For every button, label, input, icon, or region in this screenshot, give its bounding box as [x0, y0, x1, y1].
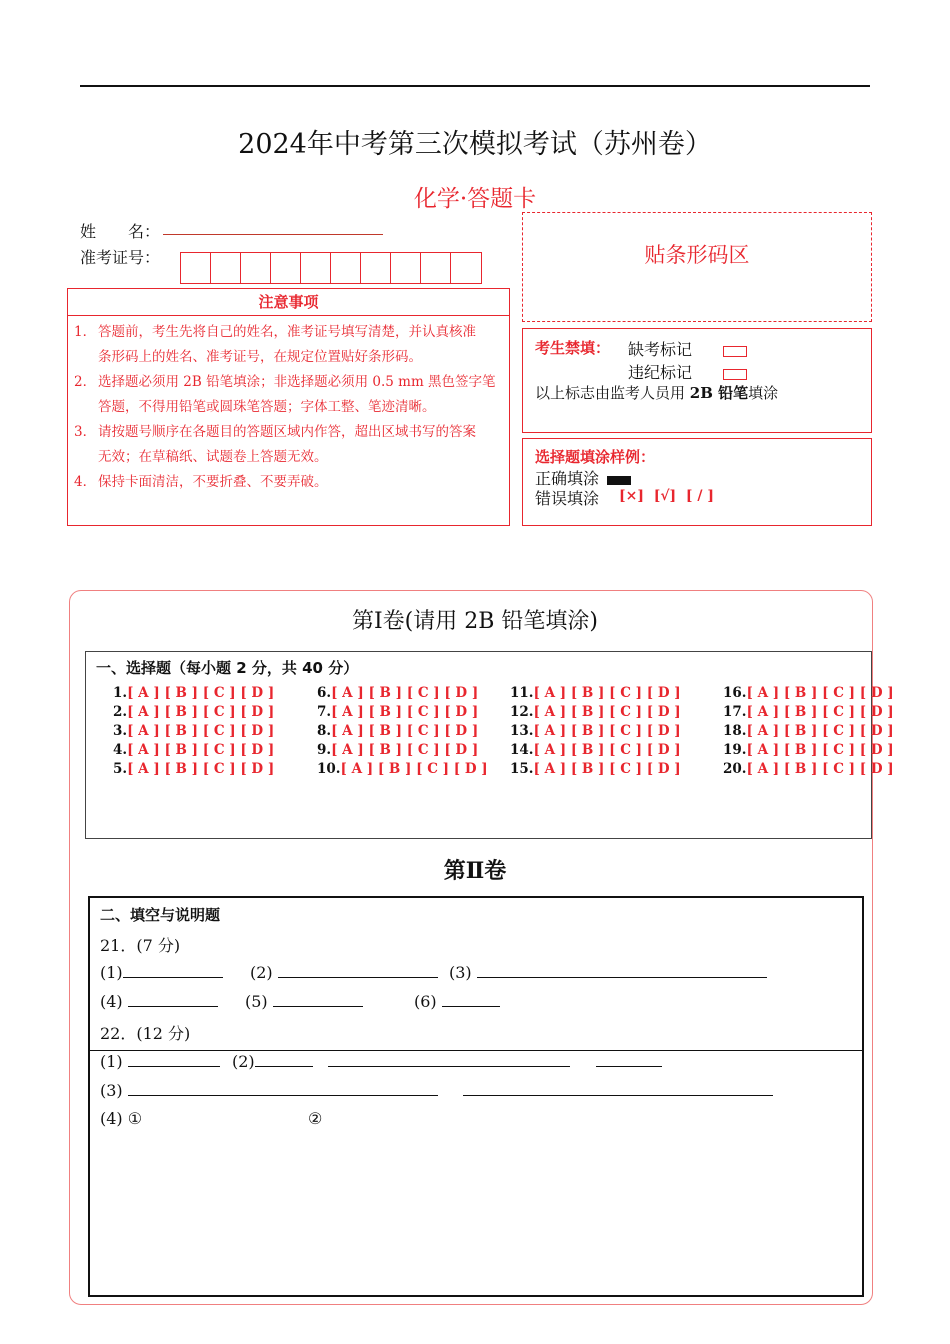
- q21-6[interactable]: (6): [414, 992, 500, 1011]
- mc-question[interactable]: [113, 704, 274, 720]
- id-digit-box[interactable]: [211, 253, 241, 283]
- mc-question-number: 9.: [317, 742, 332, 758]
- q22-3b-blank[interactable]: [463, 1081, 773, 1100]
- mc-options[interactable]: [ A ] [ B ] [ C ] [ D ]: [331, 742, 479, 758]
- fill-section-title: 二、填空与说明题: [100, 906, 221, 924]
- mc-question-number: 10.: [317, 761, 341, 777]
- mc-question-number: 13.: [510, 723, 534, 739]
- top-rule: [80, 85, 870, 87]
- id-digit-box[interactable]: [271, 253, 301, 283]
- mc-question[interactable]: [510, 685, 681, 701]
- mc-options[interactable]: [ A ] [ B ] [ C ] [ D ]: [127, 704, 275, 720]
- id-digit-box[interactable]: [391, 253, 421, 283]
- q22-1[interactable]: (1): [100, 1052, 220, 1071]
- id-digit-box[interactable]: [331, 253, 361, 283]
- q21-header: 21．(7 分): [100, 936, 181, 955]
- mc-options[interactable]: [ A ] [ B ] [ C ] [ D ]: [533, 761, 681, 777]
- q22-header: 22．(12 分): [100, 1024, 191, 1043]
- forbid-note: 以上标志由监考人员用 2B 铅笔填涂: [535, 384, 779, 402]
- mc-question[interactable]: [113, 742, 274, 758]
- mc-question[interactable]: [510, 704, 681, 720]
- mc-question-number: 12.: [510, 704, 534, 720]
- violation-mark[interactable]: [723, 364, 747, 383]
- mc-question[interactable]: [723, 685, 894, 701]
- q22-2c-blank[interactable]: [596, 1052, 662, 1071]
- mc-question-number: 8.: [317, 723, 332, 739]
- mc-options[interactable]: [ A ] [ B ] [ C ] [ D ]: [533, 685, 681, 701]
- mc-section-title: 一、选择题（每小题 2 分，共 40 分）: [96, 659, 359, 677]
- mc-question[interactable]: [317, 704, 478, 720]
- part1-title: 第Ⅰ卷(请用 2B 铅笔填涂): [351, 609, 598, 634]
- q22-4-circle2[interactable]: ②: [308, 1109, 323, 1128]
- id-digit-box[interactable]: [241, 253, 271, 283]
- mc-question-number: 11.: [510, 685, 534, 701]
- notice-item: 1． 答题前，考生先将自己的姓名，准考证号填写清楚，并认真核准: [74, 324, 476, 340]
- sample-title: 选择题填涂样例：: [535, 448, 656, 466]
- mc-question[interactable]: [723, 761, 894, 777]
- id-digit-box[interactable]: [301, 253, 331, 283]
- mc-options[interactable]: [ A ] [ B ] [ C ] [ D ]: [331, 685, 479, 701]
- exam-id-boxes[interactable]: [180, 252, 482, 284]
- mc-question[interactable]: [317, 761, 488, 777]
- mc-question-number: 5.: [113, 761, 128, 777]
- notice-item: 2． 选择题必须用 2B 铅笔填涂；非选择题必须用 0.5 mm 黑色签字笔: [74, 374, 496, 390]
- mc-question-number: 6.: [317, 685, 332, 701]
- mc-question-number: 17.: [723, 704, 747, 720]
- mc-question[interactable]: [723, 742, 894, 758]
- id-digit-box[interactable]: [451, 253, 481, 283]
- mc-options[interactable]: [ A ] [ B ] [ C ] [ D ]: [127, 685, 275, 701]
- mc-question-number: 1.: [113, 685, 128, 701]
- mc-question[interactable]: [723, 723, 894, 739]
- mc-question[interactable]: [113, 685, 274, 701]
- mc-options[interactable]: [ A ] [ B ] [ C ] [ D ]: [533, 742, 681, 758]
- notice-item-cont: 答题，不得用铅笔或圆珠笔答题；字体工整、笔迹清晰。: [98, 399, 436, 415]
- q21-5[interactable]: (5): [245, 992, 363, 1011]
- notice-item-cont: 条形码上的姓名、准考证号，在规定位置贴好条形码。: [98, 349, 422, 365]
- mc-question-number: 14.: [510, 742, 534, 758]
- mc-question[interactable]: [113, 761, 274, 777]
- absent-mark[interactable]: [723, 341, 747, 360]
- mc-question-number: 2.: [113, 704, 128, 720]
- mc-options[interactable]: [ A ] [ B ] [ C ] [ D ]: [331, 704, 479, 720]
- mc-options[interactable]: [ A ] [ B ] [ C ] [ D ]: [746, 761, 894, 777]
- wrong-samples: [×] [√] [ / ]: [619, 488, 715, 504]
- correct-label: 正确填涂: [535, 469, 600, 488]
- mc-question-number: 16.: [723, 685, 747, 701]
- q21-2[interactable]: (2): [250, 963, 438, 982]
- mc-question-number: 15.: [510, 761, 534, 777]
- mc-question-number: 19.: [723, 742, 747, 758]
- mc-options[interactable]: [ A ] [ B ] [ C ] [ D ]: [533, 723, 681, 739]
- q22-4[interactable]: (4) ①: [100, 1109, 143, 1128]
- mc-options[interactable]: [ A ] [ B ] [ C ] [ D ]: [746, 685, 894, 701]
- page-subtitle: 化学·答题卡: [413, 186, 537, 212]
- absent-label: 缺考标记: [628, 340, 693, 359]
- id-digit-box[interactable]: [361, 253, 391, 283]
- mc-question-number: 4.: [113, 742, 128, 758]
- q22-2[interactable]: (2): [232, 1052, 313, 1071]
- mc-question[interactable]: [510, 761, 681, 777]
- name-field[interactable]: [163, 234, 383, 235]
- mc-question-number: 20.: [723, 761, 747, 777]
- id-digit-box[interactable]: [181, 253, 211, 283]
- name-label: 姓 名：: [80, 222, 161, 241]
- mc-options[interactable]: [ A ] [ B ] [ C ] [ D ]: [340, 761, 488, 777]
- q21-4[interactable]: (4): [100, 992, 218, 1011]
- notice-item-cont: 无效；在草稿纸、试题卷上答题无效。: [98, 449, 328, 465]
- notice-box: [67, 316, 510, 526]
- id-digit-box[interactable]: [421, 253, 451, 283]
- mc-question[interactable]: [510, 742, 681, 758]
- mc-question[interactable]: [723, 704, 894, 720]
- sample-box: [522, 438, 872, 526]
- notice-item: 4． 保持卡面清洁，不要折叠、不要弄破。: [74, 474, 328, 490]
- mc-question-number: 7.: [317, 704, 332, 720]
- mc-options[interactable]: [ A ] [ B ] [ C ] [ D ]: [127, 761, 275, 777]
- page-title: 2024年中考第三次模拟考试（苏州卷）: [238, 129, 712, 160]
- mc-question-number: 18.: [723, 723, 747, 739]
- id-label: 准考证号：: [80, 248, 161, 267]
- correct-sample: [607, 470, 631, 489]
- q22-2b-blank[interactable]: [328, 1052, 570, 1071]
- mc-question-number: 3.: [113, 723, 128, 739]
- mc-question[interactable]: [317, 742, 478, 758]
- mc-question[interactable]: [510, 723, 681, 739]
- mc-options[interactable]: [ A ] [ B ] [ C ] [ D ]: [746, 742, 894, 758]
- mc-options[interactable]: [ A ] [ B ] [ C ] [ D ]: [533, 704, 681, 720]
- mc-question[interactable]: [317, 723, 478, 739]
- wrong-label: 错误填涂: [535, 489, 600, 508]
- violation-label: 违纪标记: [628, 363, 693, 382]
- mc-options[interactable]: [ A ] [ B ] [ C ] [ D ]: [746, 723, 894, 739]
- mc-question[interactable]: [317, 685, 478, 701]
- barcode-area[interactable]: 贴条形码区: [522, 212, 872, 322]
- notice-title: 注意事项: [67, 288, 510, 316]
- q21-3[interactable]: (3): [449, 963, 767, 982]
- mc-question[interactable]: [113, 723, 274, 739]
- q22-3[interactable]: (3): [100, 1081, 438, 1100]
- mc-options[interactable]: [ A ] [ B ] [ C ] [ D ]: [746, 704, 894, 720]
- forbid-box: [522, 328, 872, 433]
- mc-options[interactable]: [ A ] [ B ] [ C ] [ D ]: [331, 723, 479, 739]
- q21-1[interactable]: (1): [100, 963, 223, 982]
- mc-options[interactable]: [ A ] [ B ] [ C ] [ D ]: [127, 723, 275, 739]
- notice-item: 3． 请按题号顺序在各题目的答题区域内作答，超出区域书写的答案: [74, 424, 476, 440]
- part2-title: 第Ⅱ卷: [443, 858, 507, 884]
- mc-options[interactable]: [ A ] [ B ] [ C ] [ D ]: [127, 742, 275, 758]
- forbid-title: 考生禁填：: [535, 339, 611, 357]
- q22-divider: [88, 1050, 864, 1051]
